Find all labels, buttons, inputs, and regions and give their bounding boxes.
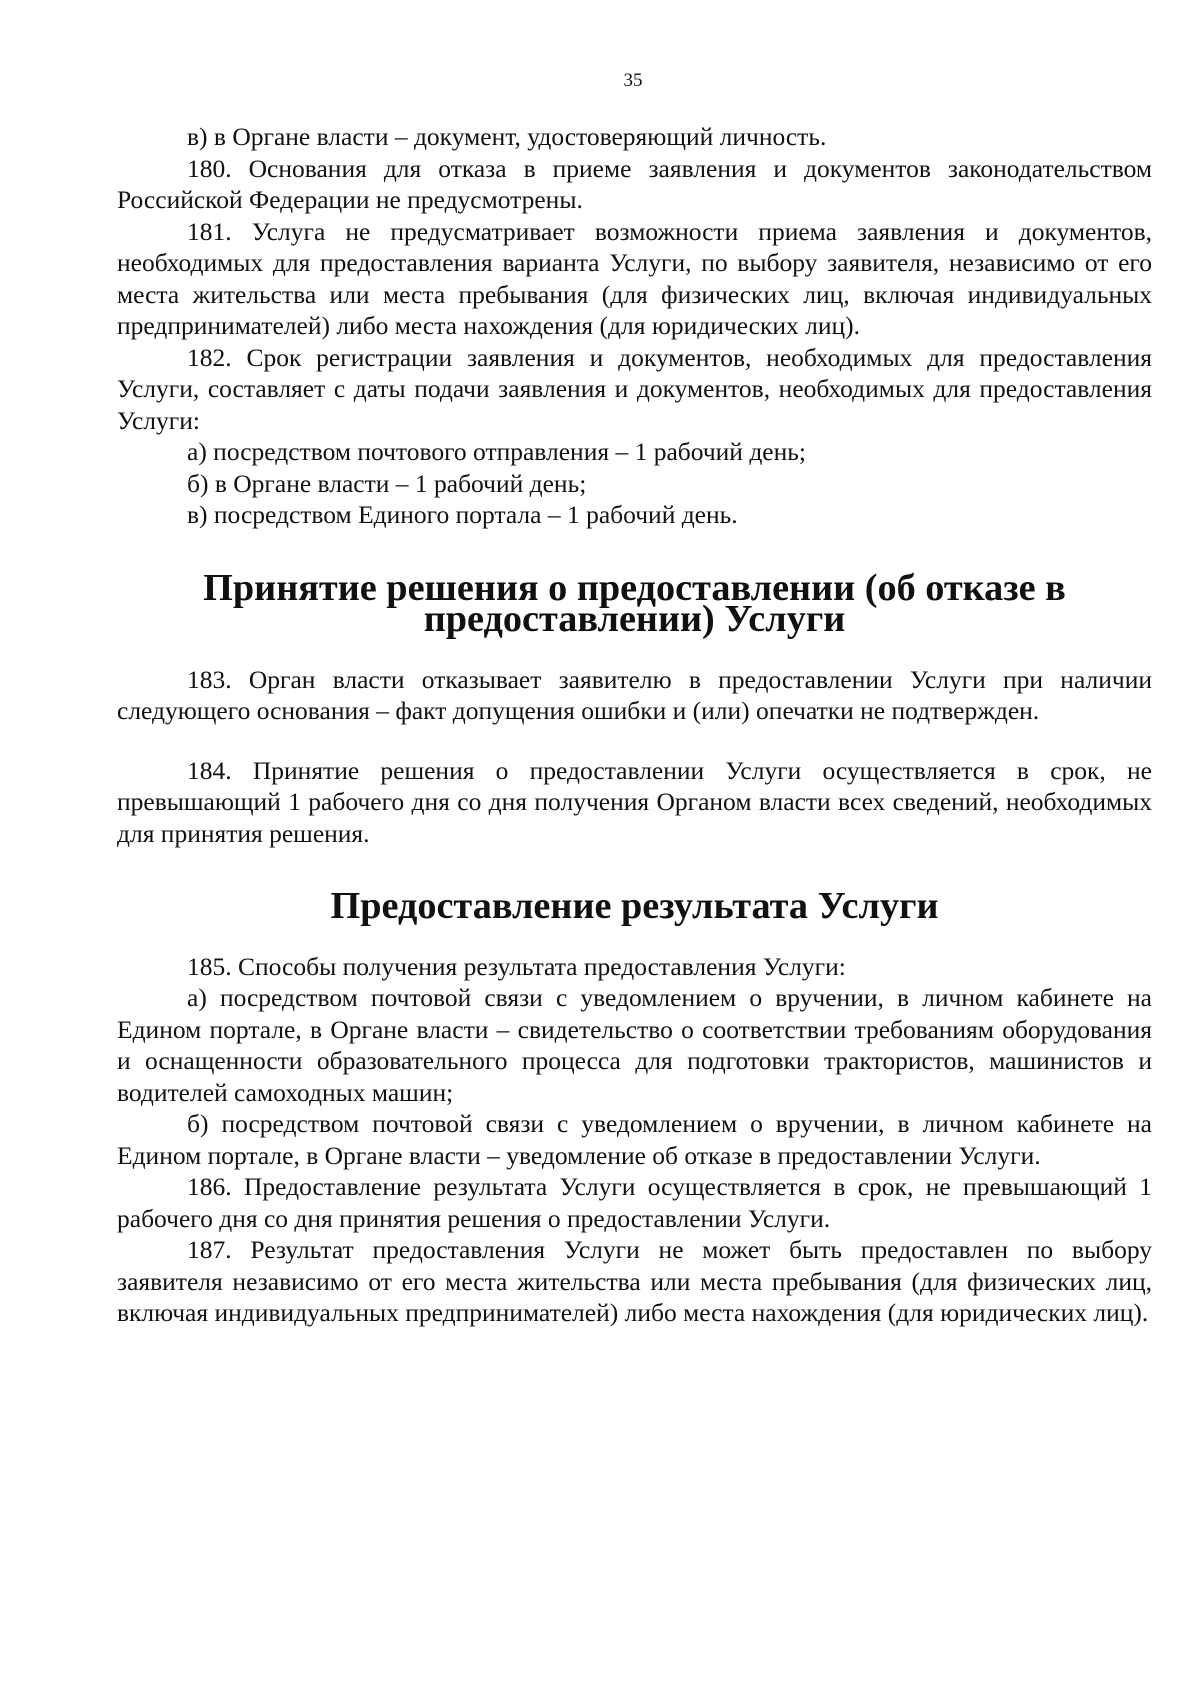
paragraph-186: 186. Предоставление результата Услуги осуществляется в срок, не превышающий 1 рабочего дня со дня принятия решения о предоставлении Услуги.: [117, 1172, 1152, 1233]
paragraph-179-v: в) в Органе власти – документ, удостоверяющий личность.: [187, 122, 827, 151]
paragraph-182-v: в) посредством Единого портала – 1 рабочий день.: [187, 500, 738, 529]
paragraph-187: 187. Результат предоставления Услуги не может быть предоставлен по выбору заявителя независимо от его места жительства или места пребывания (для физических лиц, включая индивидуальных предпринимателей) либо места нахождения (для юридических лиц).: [117, 1235, 1152, 1327]
paragraph-180: 180. Основания для отказа в приеме заявления и документов законодательством Российской Федерации не предусмотрены.: [117, 153, 1152, 214]
paragraph-182-a: а) посредством почтового отправления – 1 рабочий день;: [187, 437, 806, 466]
page-number: 35: [623, 70, 643, 91]
section-heading-result: Предоставление результата Услуги: [330, 885, 939, 927]
document-body: [117, 121, 1152, 1329]
paragraph-185-a: а) посредством почтовой связи с уведомлением о вручении, в личном кабинете на Едином портале, в Органе власти – свидетельство о соответствии требованиям оборудования и оснащенности образовательного процесса для подготовки трактористов, машинистов и водителей самоходных машин;: [117, 983, 1152, 1107]
paragraph-185: 185. Способы получения результата предоставления Услуги:: [187, 951, 846, 981]
paragraph-184: 184. Принятие решения о предоставлении Услуги осуществляется в срок, не превышающий 1 рабочего дня со дня получения Органом власти всех сведений, необходимых для принятия решения.: [117, 755, 1152, 848]
paragraph-182: 182. Срок регистрации заявления и документов, необходимых для предоставления Услуги, составляет с даты подачи заявления и документов, необходимых для предоставления Услуги:: [117, 342, 1152, 435]
paragraph-185-b: б) посредством почтовой связи с уведомлением о вручении, в личном кабинете на Едином портале, в Органе власти – уведомление об отказе в предоставлении Услуги.: [117, 1109, 1152, 1170]
paragraph-181: 181. Услуга не предусматривает возможности приема заявления и документов, необходимых для предоставления варианта Услуги, по выбору заявителя, независимо от его места жительства или места пребывания (для физических лиц, включая индивидуальных предпринимателей) либо места нахождения (для юридических лиц).: [117, 216, 1152, 340]
section-heading-decision: Принятие решения о предоставлении (об отказе в предоставлении) Услуги: [203, 566, 1066, 640]
paragraph-182-b: б) в Органе власти – 1 рабочий день;: [187, 468, 587, 498]
paragraph-183: 183. Орган власти отказывает заявителю в предоставлении Услуги при наличии следующего основания – факт допущения ошибки и (или) опечатки не подтвержден.: [117, 664, 1152, 725]
